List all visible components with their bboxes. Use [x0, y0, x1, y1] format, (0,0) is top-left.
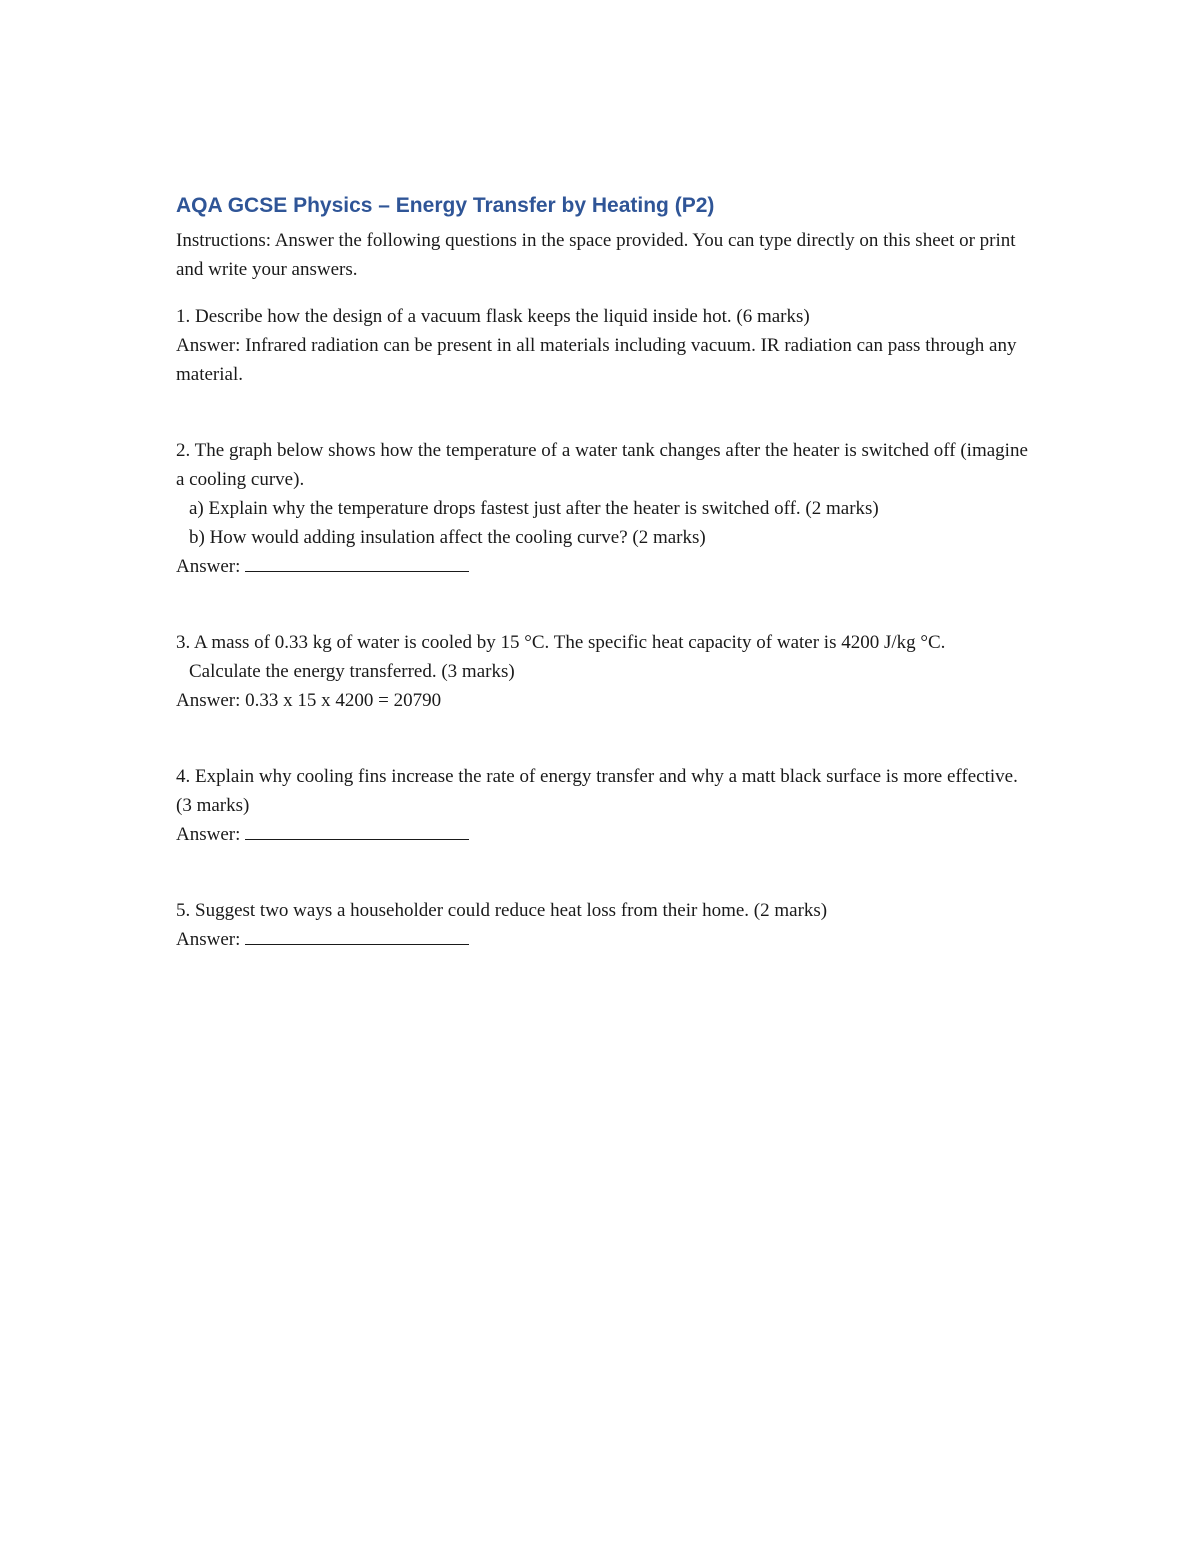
question-1-answer-text[interactable]: Infrared radiation can be present in all materials including vacuum. IR radiation can pass through any material.: [176, 335, 1017, 385]
question-2-part-a: a) Explain why the temperature drops fastest just after the heater is switched off. (2 marks): [189, 498, 879, 519]
answer-label: Answer:: [176, 335, 241, 356]
question-3-answer-text[interactable]: 0.33 x 15 x 4200 = 20790: [245, 690, 442, 711]
answer-label: Answer:: [176, 929, 241, 950]
question-2-prompt: 2. The graph below shows how the temperature of a water tank changes after the heater is switched off (imagine a cooling curve).: [176, 440, 1028, 490]
instructions-text: Instructions: Answer the following questions in the space provided. You can type directly on this sheet or print and write your answers.: [176, 230, 1016, 280]
answer-blank-line[interactable]: [245, 926, 469, 945]
worksheet-page: [176, 190, 1036, 1001]
question-1-answer[interactable]: [176, 331, 1036, 389]
question-2: [176, 436, 1036, 581]
question-4-prompt: 4. Explain why cooling fins increase the rate of energy transfer and why a matt black surface is more effective. (3 marks): [176, 766, 1018, 816]
question-1-prompt: 1. Describe how the design of a vacuum flask keeps the liquid inside hot. (6 marks): [176, 306, 810, 327]
question-5-answer[interactable]: [176, 925, 1036, 954]
answer-label: Answer:: [176, 556, 241, 577]
question-1: [176, 302, 1036, 389]
question-4: [176, 762, 1036, 849]
document-title: AQA GCSE Physics – Energy Transfer by Heating (P2): [176, 194, 715, 217]
answer-label: Answer:: [176, 690, 241, 711]
answer-blank-line[interactable]: [245, 821, 469, 840]
question-3: [176, 628, 1036, 715]
question-3-answer[interactable]: [176, 686, 1036, 715]
question-3-sub-prompt: Calculate the energy transferred. (3 marks): [189, 661, 515, 682]
question-2-answer[interactable]: [176, 552, 1036, 581]
answer-label: Answer:: [176, 824, 241, 845]
question-3-prompt: 3. A mass of 0.33 kg of water is cooled by 15 °C. The specific heat capacity of water is 4200 J/kg °C.: [176, 632, 946, 653]
answer-blank-line[interactable]: [245, 553, 469, 572]
question-4-answer[interactable]: [176, 820, 1036, 849]
question-5: [176, 896, 1036, 954]
question-5-prompt: 5. Suggest two ways a householder could reduce heat loss from their home. (2 marks): [176, 900, 828, 921]
question-2-part-b: b) How would adding insulation affect the cooling curve? (2 marks): [189, 527, 706, 548]
